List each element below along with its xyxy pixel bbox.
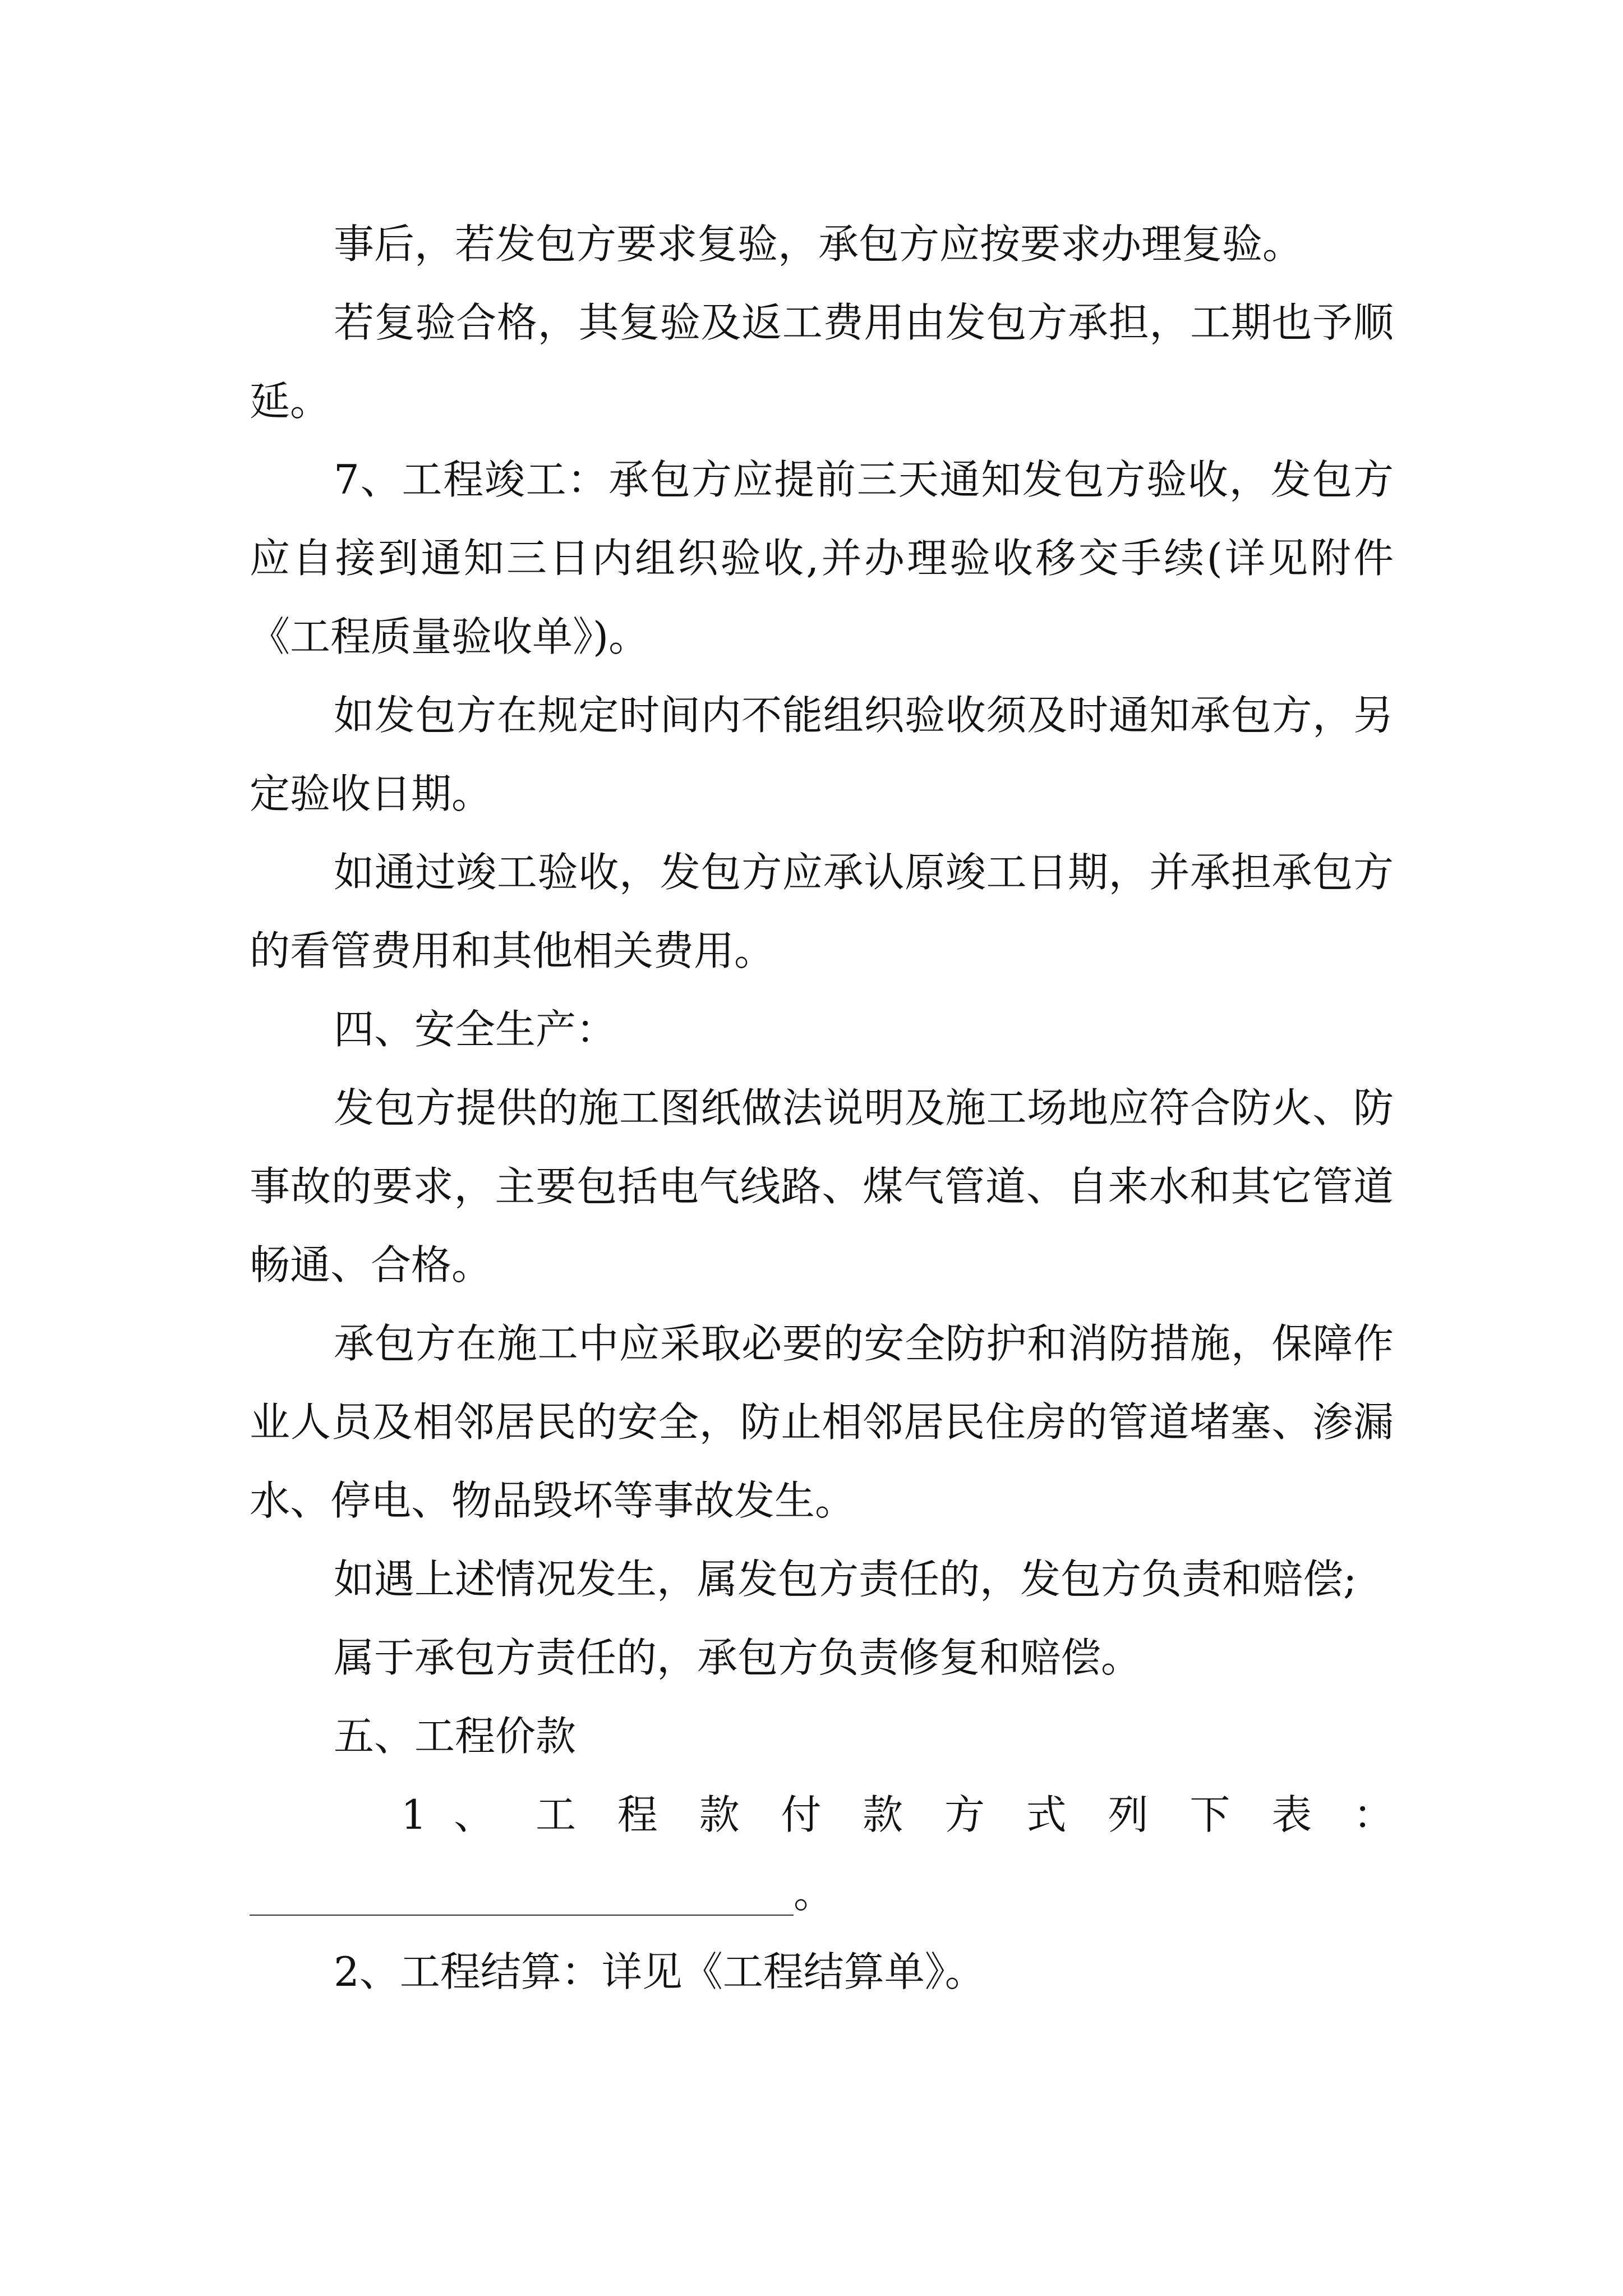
paragraph: 承包方在施工中应采取必要的安全防护和消防措施，保障作业人员及相邻居民的安全，防止相邻居民住房的管道堵塞、渗漏水、停电、物品毁坏等事故发生。 <box>250 1320 1394 1524</box>
settlement-line: 2、工程结算：详见《工程结算单》。 <box>334 1948 985 1995</box>
paragraph: 如遇上述情况发生，属发包方责任的，发包方负责和赔偿; <box>334 1556 1357 1603</box>
document-body <box>250 205 1394 2011</box>
payment-method-line: 1 、 工 程 款 付 款 方 式 列 下 表 ： <box>401 1791 1394 1838</box>
paragraph: 若复验合格，其复验及返工费用由发包方承担，工期也予顺延。 <box>250 299 1394 425</box>
paragraph: 7、工程竣工：承包方应提前三天通知发包方验收，发包方应自接到通知三日内组织验收,并办理验收移交手续(详见附件《工程质量验收单》)。 <box>250 456 1394 660</box>
paragraph: 属于承包方责任的，承包方负责修复和赔偿。 <box>334 1634 1142 1681</box>
section-heading: 四、安全生产： <box>334 1006 617 1053</box>
paragraph: 事后，若发包方要求复验，承包方应按要求办理复验。 <box>334 220 1303 268</box>
fill-in-blank <box>250 1915 794 1916</box>
paragraph: 发包方提供的施工图纸做法说明及施工场地应符合防火、防事故的要求，主要包括电气线路、煤气管道、自来水和其它管道畅通、合格。 <box>250 1084 1394 1289</box>
section-heading: 五、工程价款 <box>334 1713 577 1760</box>
paragraph: 如通过竣工验收，发包方应承认原竣工日期，并承担承包方的看管费用和其他相关费用。 <box>250 849 1394 974</box>
paragraph: 如发包方在规定时间内不能组织验收须及时通知承包方，另定验收日期。 <box>250 692 1394 817</box>
blank-end-mark: 。 <box>794 1870 834 1917</box>
payment-blank-line <box>250 1854 1394 1932</box>
